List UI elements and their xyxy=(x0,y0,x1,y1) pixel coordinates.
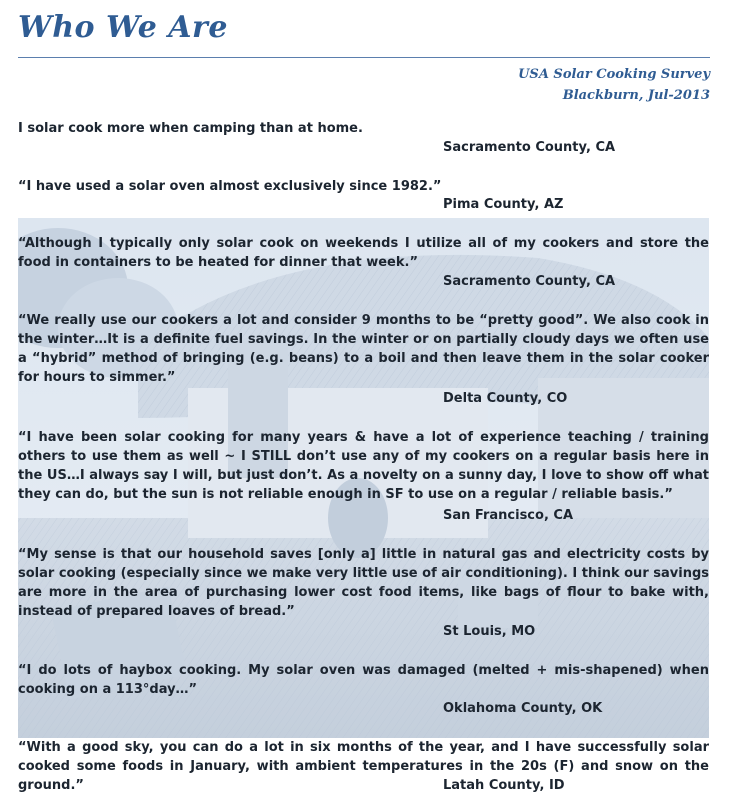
quote-text: “Although I typically only solar cook on weekends I utilize all of my cookers and store the food in containers to be heated for dinner that week.” xyxy=(18,236,709,270)
quote-text: “I have used a solar oven almost exclusively since 1982.” xyxy=(18,179,442,194)
quote-location: San Francisco, CA xyxy=(443,508,574,523)
quote-text: “I have been solar cooking for many years & have a lot of experience teaching / training others to use them as well ~ I STILL don’t use any of my cookers on a regular basis here in the US…I always say I will, but just don’t. As a novelty on a sunny day, I love to show off what they can do, but the sun is not reliable enough in SF to use on a regular / reliable basis.” xyxy=(18,430,709,502)
survey-name: USA Solar Cooking Survey xyxy=(518,67,710,82)
quote-location: Oklahoma County, OK xyxy=(443,701,603,716)
page-title: Who We Are xyxy=(18,10,228,45)
quote-text: “I do lots of haybox cooking. My solar oven was damaged (melted + mis-shapened) when cooking on a 113°day…” xyxy=(18,663,709,697)
quote-location: Delta County, CO xyxy=(443,391,568,406)
quote-location: Pima County, AZ xyxy=(443,197,564,212)
quote-text: I solar cook more when camping than at home. xyxy=(18,121,363,136)
quote-location: Sacramento County, CA xyxy=(443,140,616,155)
quote-text: “We really use our cookers a lot and consider 9 months to be “pretty good”. We also cook in the winter…It is a definite fuel savings. In the winter or on partially cloudy days we often use a “hybrid” method of bringing (e.g. beans) to a boil and then leave them in the solar cooker for hours to simmer.” xyxy=(18,313,709,385)
survey-author-date: Blackburn, Jul-2013 xyxy=(562,88,710,103)
quote-location: Latah County, ID xyxy=(443,778,565,793)
survey-caption xyxy=(518,64,710,106)
quote-text: “My sense is that our household saves [only a] little in natural gas and electricity costs by solar cooking (especially since we make very little use of air conditioning). I think our savings are more in the area of purchasing lower cost food items, like bags of flour to bake with, instead of prepared loaves of bread.” xyxy=(18,547,709,619)
quote-text: “With a good sky, you can do a lot in six months of the year, and I have successfully solar cooked some foods in January, with ambient temperatures in the 20s (F) and snow on the ground.” xyxy=(18,740,709,793)
title-divider xyxy=(18,57,710,58)
quote-location: Sacramento County, CA xyxy=(443,274,616,289)
quote-location: St Louis, MO xyxy=(443,624,536,639)
